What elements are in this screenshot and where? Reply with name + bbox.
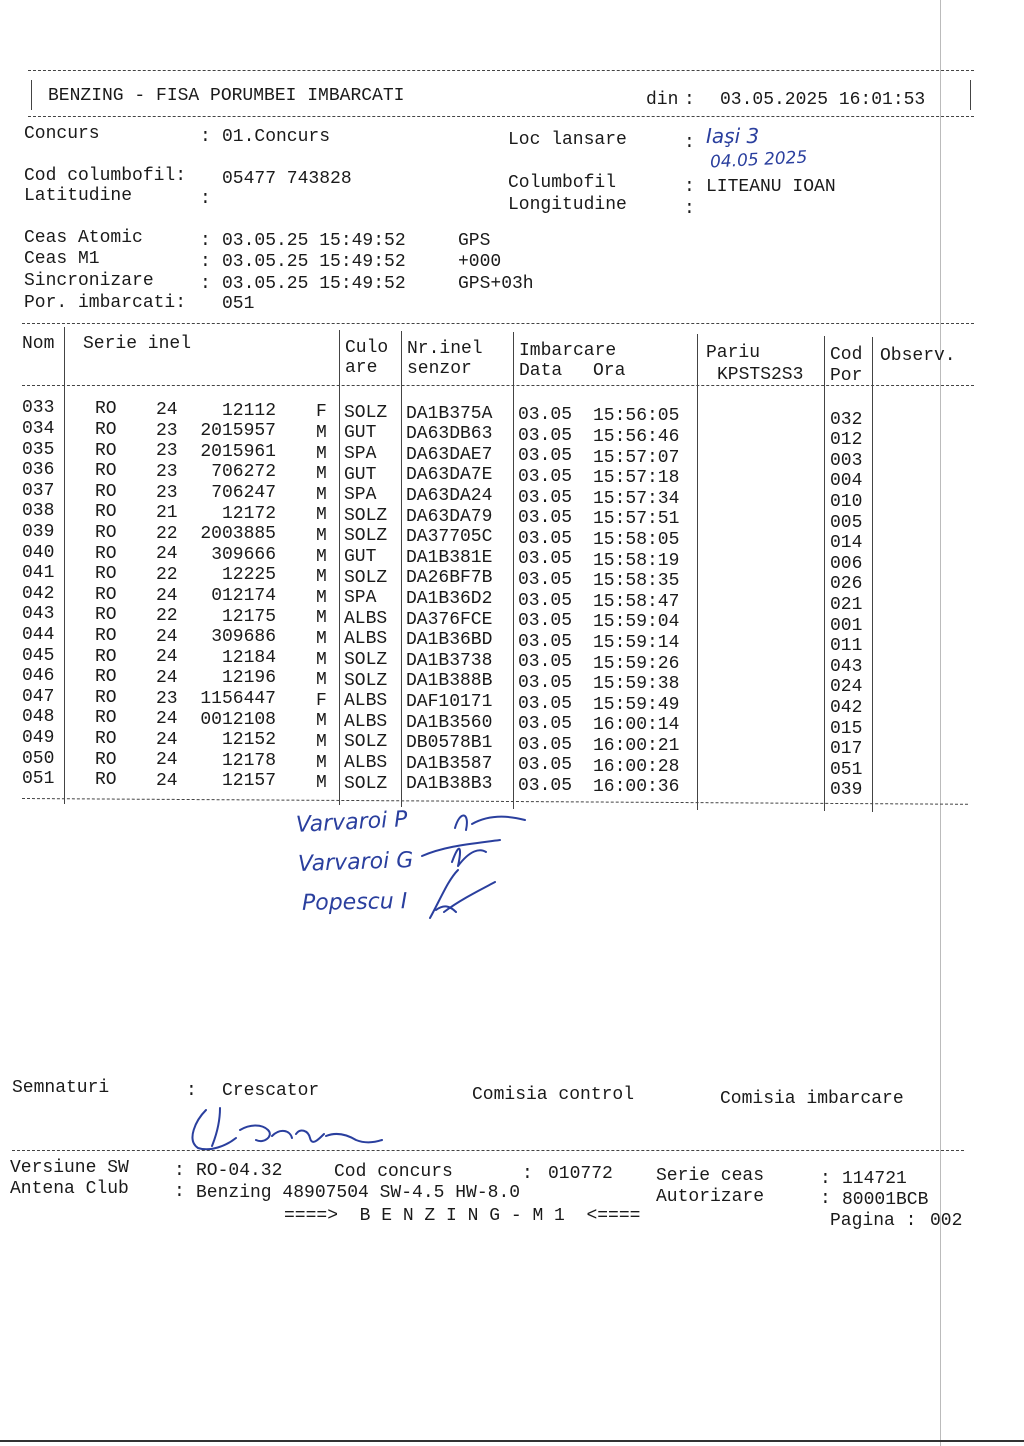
clock-colon: : (200, 231, 211, 251)
cell-cod-por: 010 (830, 492, 863, 513)
cell-tara: RO (95, 481, 117, 502)
cell-culoare: ALBS (344, 711, 388, 732)
cell-an: 22 (156, 523, 178, 544)
cell-ora: 15:59:04 (593, 612, 680, 633)
col-sep-imbarcare (697, 334, 698, 810)
versiune-colon: : (174, 1161, 185, 1181)
cell-cod-por: 039 (830, 780, 863, 801)
date-colon: : (684, 90, 695, 110)
cell-nr-inel: 1156447 (200, 689, 276, 709)
header-bottom-rule (28, 116, 974, 117)
col-sep-pariu (824, 336, 825, 811)
cell-senzor: DAF10171 (406, 692, 493, 713)
cell-ora: 15:56:05 (593, 406, 680, 427)
cell-tara: RO (95, 440, 117, 461)
clock-label: Sincronizare (24, 271, 154, 291)
cell-data: 03.05 (518, 693, 573, 714)
cell-cod-por: 006 (830, 553, 863, 574)
crescator-label: Crescator (222, 1081, 320, 1101)
cell-tara: RO (95, 522, 117, 543)
cell-ora: 15:57:18 (593, 468, 680, 489)
cell-senzor: DA63DA79 (406, 506, 493, 527)
cell-data: 03.05 (518, 631, 573, 652)
cell-nr-inel: 12175 (221, 606, 276, 627)
cell-nr-inel: 12112 (221, 400, 276, 421)
cell-senzor: DA63DA7E (406, 465, 493, 486)
cell-sex: M (316, 629, 327, 650)
clock-value: 03.05.25 15:49:52 (222, 274, 406, 294)
cell-nom: 046 (22, 666, 55, 687)
cell-cod-por: 042 (830, 698, 863, 719)
cell-culoare: SPA (344, 588, 377, 609)
cell-culoare: ALBS (344, 691, 388, 712)
cell-data: 03.05 (518, 446, 573, 467)
clock-value: 03.05.25 15:49:52 (222, 252, 406, 272)
cell-sex: M (316, 484, 327, 505)
cell-cod-por: 014 (830, 533, 863, 554)
cell-nr-inel: 12172 (221, 503, 276, 524)
col-header-data: Data (519, 361, 563, 381)
cell-nom: 040 (22, 542, 55, 563)
cell-data: 03.05 (518, 405, 573, 426)
cell-nom: 042 (22, 583, 55, 604)
cell-tara: RO (95, 728, 117, 749)
comisia-imbarcare-label: Comisia imbarcare (720, 1089, 904, 1109)
cell-ora: 15:58:47 (593, 591, 680, 612)
cell-an: 24 (156, 750, 178, 771)
cell-data: 03.05 (518, 673, 573, 694)
cell-data: 03.05 (518, 508, 573, 529)
cell-nom: 045 (22, 645, 55, 666)
cell-data: 03.05 (518, 425, 573, 446)
table-header-rule (22, 385, 974, 386)
cell-nr-inel: 706272 (211, 462, 276, 483)
benzing-brand-line: ====> B E N Z I N G - M 1 <==== (284, 1206, 641, 1226)
clock-colon: : (200, 252, 211, 272)
cell-data: 03.05 (518, 528, 573, 549)
header-right-border (970, 80, 971, 110)
cell-culoare: SOLZ (344, 732, 388, 753)
cell-tara: RO (95, 399, 117, 420)
cell-culoare: SOLZ (344, 526, 388, 547)
cell-senzor: DA26BF7B (406, 568, 493, 589)
cell-tara: RO (95, 646, 117, 667)
cell-culoare: SOLZ (344, 650, 388, 671)
header-left-border (31, 80, 32, 110)
cell-nom: 047 (22, 686, 55, 707)
longitudine-label: Longitudine (508, 195, 627, 215)
cell-cod-por: 026 (830, 574, 863, 595)
handwritten-initials-signature (400, 800, 540, 930)
cell-tara: RO (95, 584, 117, 605)
cell-data: 03.05 (518, 755, 573, 776)
serie-ceas-colon: : (820, 1169, 831, 1189)
cell-an: 23 (156, 482, 178, 503)
cell-ora: 15:58:05 (593, 529, 680, 550)
antena-club-label: Antena Club (10, 1179, 129, 1199)
cell-ora: 15:59:26 (593, 653, 680, 674)
clock-value: 03.05.25 15:49:52 (222, 231, 406, 251)
cell-culoare: ALBS (344, 753, 388, 774)
cell-cod-por: 001 (830, 615, 863, 636)
cell-cod-por: 017 (830, 739, 863, 760)
cell-tara: RO (95, 749, 117, 770)
cell-sex: M (316, 567, 327, 588)
cell-nom: 033 (22, 398, 55, 419)
cell-culoare: GUT (344, 547, 377, 568)
cell-ora: 15:59:49 (593, 694, 680, 715)
clock-label: Ceas M1 (24, 249, 100, 269)
cell-ora: 15:58:19 (593, 550, 680, 571)
cell-ora: 16:00:14 (593, 715, 680, 736)
cell-cod-por: 004 (830, 471, 863, 492)
cell-cod-por: 003 (830, 450, 863, 471)
cell-cod-por: 012 (830, 430, 863, 451)
cell-tara: RO (95, 625, 117, 646)
cell-tara: RO (95, 502, 117, 523)
cell-cod-por: 051 (830, 759, 863, 780)
print-date: 03.05.2025 16:01:53 (720, 90, 926, 110)
col-header-culoare-2: are (345, 358, 378, 378)
latitudine-label: Latitudine (24, 186, 133, 206)
longitudine-colon: : (684, 199, 695, 219)
cod-concurs-colon: : (522, 1164, 533, 1184)
cell-nr-inel: 012174 (211, 586, 276, 606)
autorizare-label: Autorizare (656, 1187, 765, 1207)
cell-data: 03.05 (518, 734, 573, 755)
cell-senzor: DA1B3587 (406, 753, 493, 774)
cell-nom: 049 (22, 727, 55, 748)
cell-sex: M (316, 505, 327, 526)
cell-culoare: ALBS (344, 608, 388, 629)
cell-cod-por: 032 (830, 409, 863, 430)
cell-sex: M (316, 670, 327, 691)
col-sep-culoare (401, 331, 402, 807)
cell-senzor: DA37705C (406, 527, 493, 548)
cell-data: 03.05 (518, 549, 573, 570)
page-bottom-edge (0, 1440, 1024, 1442)
cell-senzor: DA1B375A (406, 403, 493, 424)
cell-sex: M (316, 526, 327, 547)
clock-colon: : (200, 274, 211, 294)
cell-nom: 036 (22, 460, 55, 481)
cell-sex: M (316, 711, 327, 732)
cell-ora: 15:57:34 (593, 488, 680, 509)
semnaturi-colon: : (186, 1081, 197, 1101)
col-sep-serie (339, 330, 340, 805)
clock-extra: GPS (458, 231, 491, 251)
pagina-value: 002 (930, 1211, 963, 1231)
cell-tara: RO (95, 419, 117, 440)
cell-nom: 034 (22, 418, 55, 439)
loc-lansare-colon: : (684, 133, 695, 153)
cell-senzor: DA1B388B (406, 671, 493, 692)
signatures-rule (12, 1150, 964, 1151)
cell-culoare: SOLZ (344, 567, 388, 588)
handwritten-name-1: Varvaroi P (295, 807, 409, 838)
cell-nr-inel: 12196 (221, 668, 276, 689)
cell-nr-inel: 12184 (221, 647, 276, 668)
cell-senzor: DA1B3560 (406, 712, 493, 733)
loc-lansare-date-handwritten: 04.05 2025 (709, 147, 808, 173)
cell-an: 21 (156, 503, 178, 524)
concurs-label: Concurs (24, 124, 100, 144)
col-sep-nom (64, 327, 65, 804)
latitudine-colon: : (200, 189, 211, 209)
cell-senzor: DA1B38B3 (406, 774, 493, 795)
cell-data: 03.05 (518, 467, 573, 488)
clock-extra: +000 (458, 252, 502, 272)
col-header-pariu: Pariu (706, 343, 761, 363)
cell-ora: 16:00:21 (593, 735, 680, 756)
concurs-value: 01.Concurs (222, 127, 331, 147)
cell-ora: 15:59:38 (593, 674, 680, 695)
cell-nom: 044 (22, 624, 55, 645)
cell-senzor: DA1B3738 (406, 650, 493, 671)
cell-nr-inel: 2003885 (200, 524, 276, 545)
cell-an: 23 (156, 441, 178, 462)
cell-ora: 15:57:51 (593, 509, 680, 530)
versiune-sw-value: RO-04.32 (196, 1161, 283, 1181)
cell-senzor: DB0578B1 (406, 733, 493, 754)
cell-ora: 15:57:07 (593, 447, 680, 468)
clock-label: Ceas Atomic (24, 228, 143, 248)
cell-nr-inel: 0012108 (200, 709, 276, 730)
cell-sex: M (316, 443, 327, 464)
loc-lansare-label: Loc lansare (508, 130, 627, 150)
cell-culoare: ALBS (344, 629, 388, 650)
cell-an: 23 (156, 461, 178, 482)
col-header-observatii: Observ. (880, 346, 956, 366)
cell-tara: RO (95, 687, 117, 708)
loc-lansare-handwritten: Iaşi 3 (706, 124, 760, 148)
cell-an: 24 (156, 626, 178, 647)
concurs-colon: : (200, 127, 211, 147)
col-header-cod: Cod (830, 345, 863, 365)
cell-an: 22 (156, 564, 178, 585)
comisia-control-label: Comisia control (472, 1085, 635, 1105)
cell-nr-inel: 2015961 (200, 441, 276, 462)
document-title: BENZING - FISA PORUMBEI IMBARCATI (48, 86, 405, 106)
cell-sex: M (316, 752, 327, 773)
cell-nr-inel: 309686 (211, 627, 276, 648)
cell-nom: 041 (22, 563, 55, 584)
cell-an: 24 (156, 400, 178, 421)
cell-sex: M (316, 423, 327, 444)
cell-tara: RO (95, 461, 117, 482)
cell-data: 03.05 (518, 652, 573, 673)
col-header-por: Por (830, 366, 863, 386)
cell-nom: 051 (22, 769, 55, 790)
cell-tara: RO (95, 770, 117, 791)
cod-concurs-value: 010772 (548, 1164, 613, 1184)
col-header-serie: Serie inel (83, 334, 192, 354)
cell-an: 24 (156, 667, 178, 688)
col-header-kpsts2s3: KPSTS2S3 (717, 365, 804, 385)
cell-nr-inel: 706247 (211, 483, 276, 503)
cell-nom: 043 (22, 604, 55, 625)
serie-ceas-label: Serie ceas (656, 1166, 765, 1186)
cell-nom: 035 (22, 439, 55, 460)
col-header-imbarcare: Imbarcare (519, 341, 617, 361)
pagina-label: Pagina : (830, 1211, 917, 1231)
cell-ora: 15:58:35 (593, 571, 680, 592)
cell-data: 03.05 (518, 590, 573, 611)
cell-sex: M (316, 773, 327, 794)
cell-nr-inel: 2015957 (200, 421, 276, 442)
cell-culoare: SOLZ (344, 773, 388, 794)
cell-senzor: DA1B381E (406, 547, 493, 568)
cell-cod-por: 043 (830, 656, 863, 677)
cell-cod-por: 005 (830, 512, 863, 533)
columbofil-label: Columbofil (508, 173, 617, 193)
cell-an: 24 (156, 729, 178, 750)
cell-senzor: DA63DAE7 (406, 444, 493, 465)
cell-nr-inel: 12225 (221, 565, 276, 586)
cell-tara: RO (95, 708, 117, 729)
cod-concurs-label: Cod concurs (334, 1162, 453, 1182)
cell-tara: RO (95, 564, 117, 585)
handwritten-name-3: Popescu I (301, 889, 408, 916)
cell-tara: RO (95, 667, 117, 688)
cell-data: 03.05 (518, 714, 573, 735)
cell-an: 24 (156, 544, 178, 565)
cell-senzor: DA376FCE (406, 609, 493, 630)
cell-senzor: DA63DB63 (406, 424, 493, 445)
clock-extra: GPS+03h (458, 274, 534, 294)
cell-senzor: DA63DA24 (406, 486, 493, 507)
cell-nr-inel: 309666 (211, 544, 276, 565)
cell-sex: F (316, 402, 327, 423)
cell-sex: F (316, 690, 327, 711)
cell-nom: 050 (22, 748, 55, 769)
cell-cod-por: 015 (830, 718, 863, 739)
cell-nr-inel: 12152 (221, 730, 276, 751)
cell-sex: M (316, 587, 327, 608)
col-sep-cod (872, 337, 873, 812)
cell-sex: M (316, 464, 327, 485)
autorizare-value: 80001BCB (842, 1190, 929, 1210)
versiune-sw-label: Versiune SW (10, 1158, 129, 1178)
col-header-nr-inel: Nr.inel (407, 339, 483, 359)
antena-colon: : (174, 1182, 185, 1202)
cell-ora: 15:56:46 (593, 426, 680, 447)
cod-columbofil-label: Cod columbofil: (24, 166, 187, 186)
cell-nr-inel: 12178 (221, 750, 276, 771)
cell-senzor: DA1B36D2 (406, 589, 493, 610)
cell-culoare: SPA (344, 444, 377, 465)
cell-data: 03.05 (518, 570, 573, 591)
date-label: din (646, 90, 679, 110)
columbofil-value: LITEANU IOAN (706, 177, 836, 197)
cell-an: 24 (156, 709, 178, 730)
cell-an: 24 (156, 585, 178, 606)
col-header-culoare-1: Culo (345, 338, 389, 358)
cell-sex: M (316, 732, 327, 753)
antena-club-value: Benzing 48907504 SW-4.5 HW-8.0 (196, 1183, 521, 1203)
cell-data: 03.05 (518, 776, 573, 797)
cell-an: 22 (156, 606, 178, 627)
cod-columbofil-value: 05477 743828 (222, 169, 352, 189)
crescator-signature (176, 1100, 386, 1156)
semnaturi-label: Semnaturi (12, 1078, 110, 1098)
cell-an: 23 (156, 688, 178, 709)
cell-data: 03.05 (518, 611, 573, 632)
cell-senzor: DA1B36BD (406, 630, 493, 651)
porumbei-imbarcati-value: 051 (222, 294, 255, 314)
col-header-senzor: senzor (407, 359, 472, 379)
handwritten-name-2: Varvaroi G (297, 847, 414, 878)
cell-tara: RO (95, 543, 117, 564)
cell-nom: 038 (22, 501, 55, 522)
cell-an: 24 (156, 647, 178, 668)
cell-culoare: GUT (344, 464, 377, 485)
cell-nr-inel: 12157 (221, 771, 276, 792)
cell-ora: 16:00:28 (593, 756, 680, 777)
cell-culoare: GUT (344, 423, 377, 444)
header-top-rule (28, 70, 974, 71)
cell-cod-por: 011 (830, 636, 863, 657)
cell-culoare: SOLZ (344, 670, 388, 691)
cell-nom: 039 (22, 521, 55, 542)
cell-cod-por: 021 (830, 595, 863, 616)
serie-ceas-value: 114721 (842, 1169, 907, 1189)
cell-ora: 16:00:36 (593, 777, 680, 798)
cell-culoare: SOLZ (344, 505, 388, 526)
cell-nom: 048 (22, 707, 55, 728)
col-sep-senzor (513, 332, 514, 809)
cell-ora: 15:59:14 (593, 632, 680, 653)
cell-an: 23 (156, 420, 178, 441)
cell-nom: 037 (22, 480, 55, 501)
cell-culoare: SOLZ (344, 402, 388, 423)
col-header-ora: Ora (593, 361, 626, 381)
cell-tara: RO (95, 605, 117, 626)
autorizare-colon: : (820, 1189, 831, 1209)
cell-data: 03.05 (518, 487, 573, 508)
cell-an: 24 (156, 770, 178, 791)
col-header-nom: Nom (22, 334, 55, 354)
cell-sex: M (316, 546, 327, 567)
columbofil-colon: : (684, 177, 695, 197)
table-top-rule (22, 323, 974, 324)
cell-culoare: SPA (344, 485, 377, 506)
cell-sex: M (316, 649, 327, 670)
cell-cod-por: 024 (830, 677, 863, 698)
porumbei-imbarcati-label: Por. imbarcati: (24, 293, 187, 313)
cell-sex: M (316, 608, 327, 629)
